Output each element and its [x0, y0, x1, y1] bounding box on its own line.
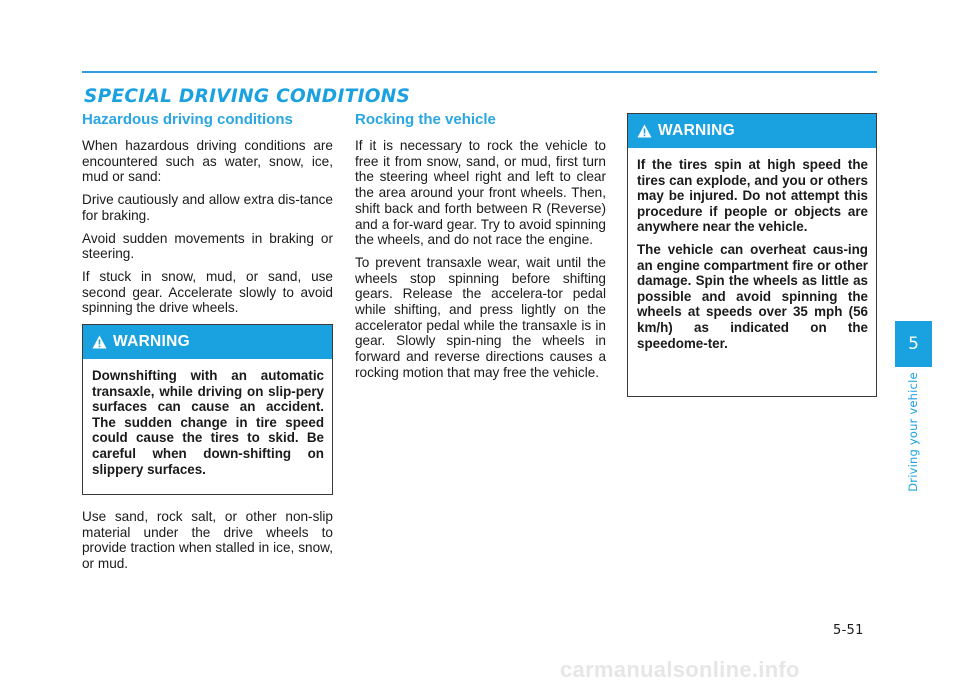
paragraph: If stuck in snow, mud, or sand, use second gear. Accelerate slowly to avoid spinning the drive wheels.	[82, 268, 333, 316]
warning-triangle-icon	[637, 124, 652, 138]
watermark: carmanualsonline.info	[560, 657, 800, 682]
chapter-label: Driving your vehicle	[906, 372, 920, 492]
warning-text: If the tires spin at high speed the tires can explode, and you or others may be injured. Do not attempt this procedure if people or objects are anywhere near the vehicle.	[637, 157, 868, 235]
warning-text: The vehicle can overheat caus-ing an engine compartment fire or other damage. Spin the wheels as little as possible and avoid spinning the wheels at speeds over 35 mph (56 km/h) as indicated on the speedome-ter.	[637, 241, 868, 351]
column-warning	[627, 113, 878, 397]
warning-label: WARNING	[658, 122, 736, 139]
paragraph: When hazardous driving conditions are encountered such as water, snow, ice, mud or sand:	[82, 138, 333, 185]
paragraph: Use sand, rock salt, or other non-slip material under the drive wheels to provide traction when stalled in ice, snow, or mud.	[82, 509, 333, 572]
paragraph: To prevent transaxle wear, wait until the wheels stop spinning before shifting gears. Release the accelera-tor pedal while shifting, and press lightly on the accelerator pedal while the transaxle is in gear. Slowly spin-ning the wheels in forward and reverse directions causes a rocking motion that may free the vehicle.	[355, 254, 606, 380]
warning-box-tire-spin	[627, 113, 877, 397]
hazardous-driving-heading: Hazardous driving conditions	[82, 111, 293, 128]
warning-triangle-icon	[92, 335, 107, 349]
rocking-vehicle-heading: Rocking the vehicle	[355, 111, 496, 128]
section-title: SPECIAL DRIVING CONDITIONS	[84, 86, 411, 107]
paragraph: Drive cautiously and allow extra dis-tance for braking.	[82, 192, 333, 223]
traction-note	[82, 509, 333, 579]
column-rocking-vehicle	[355, 112, 606, 388]
chapter-number: 5	[908, 334, 919, 354]
column-hazardous-driving	[82, 112, 333, 323]
warning-header	[628, 114, 876, 148]
warning-text: Downshifting with an automatic transaxle, while driving on slip-pery surfaces can cause an accident. The sudden change in tire speed could cause the tires to skid. Be careful when down-shifting on slippery surfaces.	[92, 368, 324, 477]
paragraph: If it is necessary to rock the vehicle to free it from snow, sand, or mud, first turn the steering wheel right and left to clear the area around your front wheels. Then, shift back and forth between R (Reverse) and a for-ward gear. Try to avoid spinning the wheels, and do not race the engine.	[355, 138, 606, 248]
warning-box-downshifting	[82, 324, 333, 495]
warning-label: WARNING	[113, 333, 191, 350]
warning-header	[83, 325, 332, 359]
chapter-tab[interactable]	[895, 321, 932, 367]
page-number: 5-51	[833, 623, 864, 638]
paragraph: Avoid sudden movements in braking or steering.	[82, 230, 333, 262]
top-rule	[82, 71, 877, 73]
